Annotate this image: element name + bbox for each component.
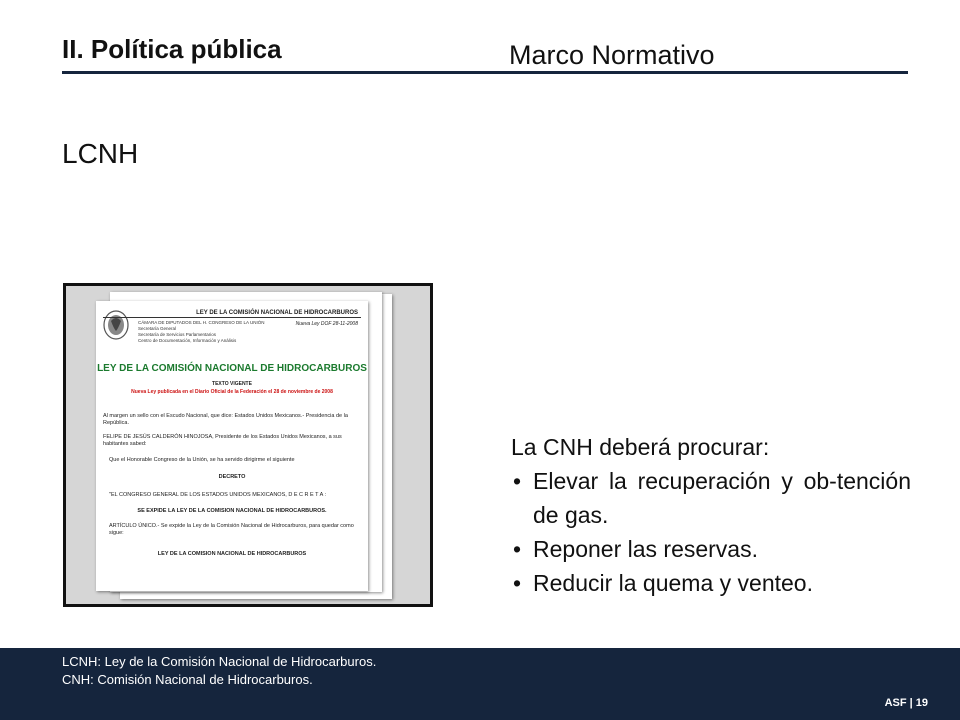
list-item-text: Reponer las reservas. bbox=[533, 536, 758, 562]
slide-subtitle: Marco Normativo bbox=[509, 40, 715, 70]
document-issuer bbox=[138, 320, 265, 344]
header-divider bbox=[62, 71, 908, 74]
document-main-title: LEY DE LA COMISIÓN NACIONAL DE HIDROCARBUROS bbox=[97, 363, 367, 374]
list-item-text: Reducir la quema y venteo. bbox=[533, 570, 813, 596]
document-header-rule bbox=[103, 317, 361, 318]
issuer-line: Secretaría General bbox=[138, 326, 177, 332]
section-title: II. Política pública bbox=[62, 34, 282, 64]
footnote-cnh: CNH: Comisión Nacional de Hidrocarburos. bbox=[62, 672, 313, 687]
bullet-icon: • bbox=[513, 536, 522, 562]
objectives-lead: La CNH deberá procurar: bbox=[511, 434, 770, 460]
issuer-line: Centro de Documentación, Información y Análisis bbox=[138, 338, 237, 344]
document-bottom-title: LEY DE LA COMISION NACIONAL DE HIDROCARBUROS bbox=[157, 551, 307, 557]
document-sheet-front bbox=[96, 301, 368, 591]
national-seal-icon bbox=[102, 309, 130, 341]
law-document-image bbox=[63, 283, 433, 607]
list-item-text: Elevar la recuperación y ob-tención de gas. bbox=[533, 468, 911, 528]
document-publication-note: Nueva Ley publicada en el Diario Oficial de la Federación el 28 de noviembre de 2008 bbox=[131, 389, 333, 395]
list-item bbox=[511, 464, 911, 532]
document-paragraph: Que el Honorable Congreso de la Unión, se ha servido dirigirme el siguiente bbox=[109, 457, 295, 463]
list-item bbox=[511, 532, 911, 566]
document-paragraph: FELIPE DE JESÚS CALDERÓN HINOJOSA, Presidente de los Estados Unidos Mexicanos, a sus habitantes sabed: bbox=[103, 434, 342, 448]
list-item bbox=[511, 566, 911, 600]
cnh-objectives bbox=[511, 430, 911, 600]
footer-bar bbox=[0, 648, 960, 720]
issuer-line: Secretaría de Servicios Parlamentarios bbox=[138, 332, 217, 338]
document-paragraph: Al margen un sello con el Escudo Nacional, que dice: Estados Unidos Mexicanos.- Presidencia de la República. bbox=[103, 413, 348, 427]
bullet-icon: • bbox=[513, 468, 522, 494]
bullet-icon: • bbox=[513, 570, 522, 596]
footnote-lcnh: LCNH: Ley de la Comisión Nacional de Hidrocarburos. bbox=[62, 654, 377, 669]
issuer-line: CÁMARA DE DIPUTADOS DEL H. CONGRESO DE LA UNIÓN bbox=[138, 320, 265, 325]
document-texto-vigente: TEXTO VIGENTE bbox=[212, 381, 252, 387]
document-decreto: DECRETO bbox=[218, 474, 246, 480]
document-paragraph: "EL CONGRESO GENERAL DE LOS ESTADOS UNIDOS MEXICANOS, D E C R E T A : bbox=[109, 492, 327, 498]
document-se-expide: SE EXPIDE LA LEY DE LA COMISION NACIONAL DE HIDROCARBUROS. bbox=[137, 508, 327, 514]
objectives-list bbox=[511, 464, 911, 600]
page-number: ASF | 19 bbox=[884, 697, 928, 709]
document-paragraph: ARTÍCULO ÚNICO.- Se expide la Ley de la Comisión Nacional de Hidrocarburos, para quedar como sigue: bbox=[109, 523, 354, 537]
document-dof-date: Nueva Ley DOF 28-11-2008 bbox=[295, 321, 358, 327]
lcnh-label: LCNH bbox=[62, 138, 139, 169]
document-header-law: LEY DE LA COMISIÓN NACIONAL DE HIDROCARBUROS bbox=[196, 310, 358, 316]
